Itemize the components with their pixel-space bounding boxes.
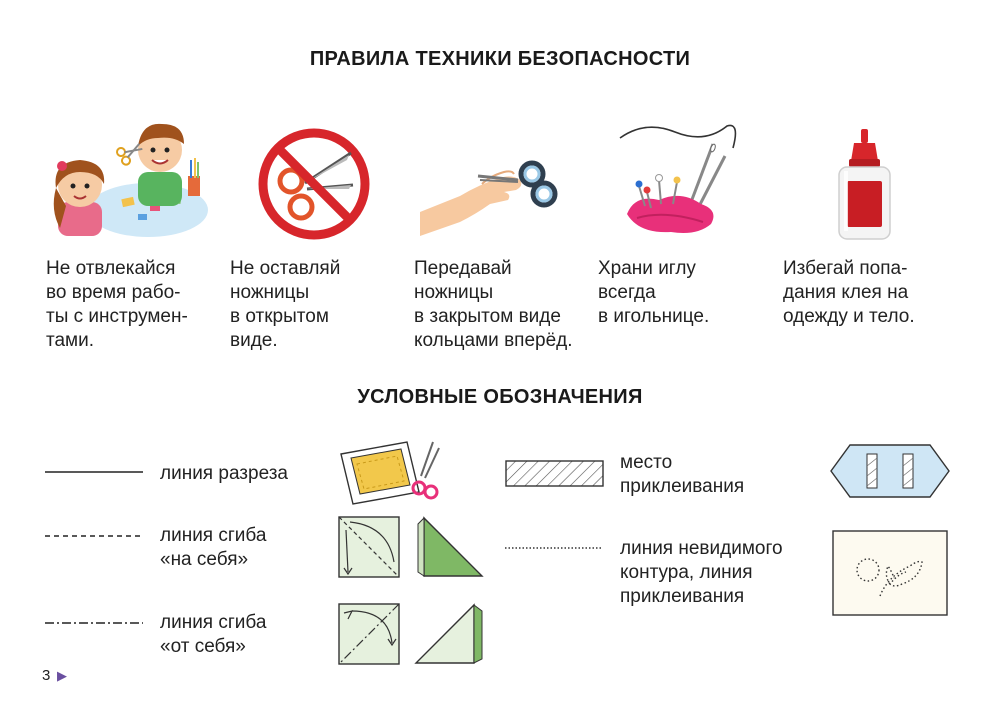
rule-text: Храни иглу всегда в игольнице.: [598, 258, 710, 327]
rule-text: Не оставляй ножницы в открытом виде.: [230, 258, 341, 351]
children-crafting-icon: [38, 110, 208, 245]
hand-passing-scissors-icon: [420, 150, 570, 240]
fold-away-triangle-icon: [412, 603, 487, 665]
no-open-scissors-icon: [255, 125, 373, 243]
fold-toward-line-sample: [45, 532, 145, 540]
pincushion-needles-icon: [615, 118, 740, 243]
glue-area-hatched-icon: [505, 460, 605, 488]
fold-toward-square-icon: [338, 516, 400, 578]
page-number: 3: [42, 667, 51, 684]
glue-tab-shape-icon: [830, 444, 950, 498]
page-arrow-icon: ▶: [57, 668, 67, 683]
legend-title: УСЛОВНЫЕ ОБОЗНАЧЕНИЯ: [357, 386, 643, 408]
rule-text: Не отвлекайся во время рабо- ты с инструмен- тами.: [46, 258, 188, 351]
rule-text: Избегай попа- дания клея на одежду и тело.: [783, 258, 915, 327]
cut-line-sample: [45, 468, 145, 476]
hidden-line-sample: [505, 545, 605, 551]
rule-text: Передавай ножницы в закрытом виде кольцами вперёд.: [414, 258, 573, 351]
page-title: ПРАВИЛА ТЕХНИКИ БЕЗОПАСНОСТИ: [309, 48, 691, 70]
fold-away-square-icon: [338, 603, 400, 665]
fold-away-line-sample: [45, 619, 145, 627]
fold-away-label: линия сгиба «от себя»: [160, 612, 267, 657]
cut-paper-scissors-icon: [335, 438, 450, 508]
fold-toward-triangle-icon: [412, 516, 487, 578]
dotted-flower-card-icon: [832, 530, 948, 616]
hidden-line-label: линия невидимого контура, линия приклеивания: [620, 538, 783, 607]
fold-toward-label: линия сгиба «на себя»: [160, 525, 267, 570]
glue-area-label: место приклеивания: [620, 452, 745, 497]
glue-bottle-icon: [832, 125, 897, 243]
cut-line-label: линия разреза: [160, 463, 288, 484]
